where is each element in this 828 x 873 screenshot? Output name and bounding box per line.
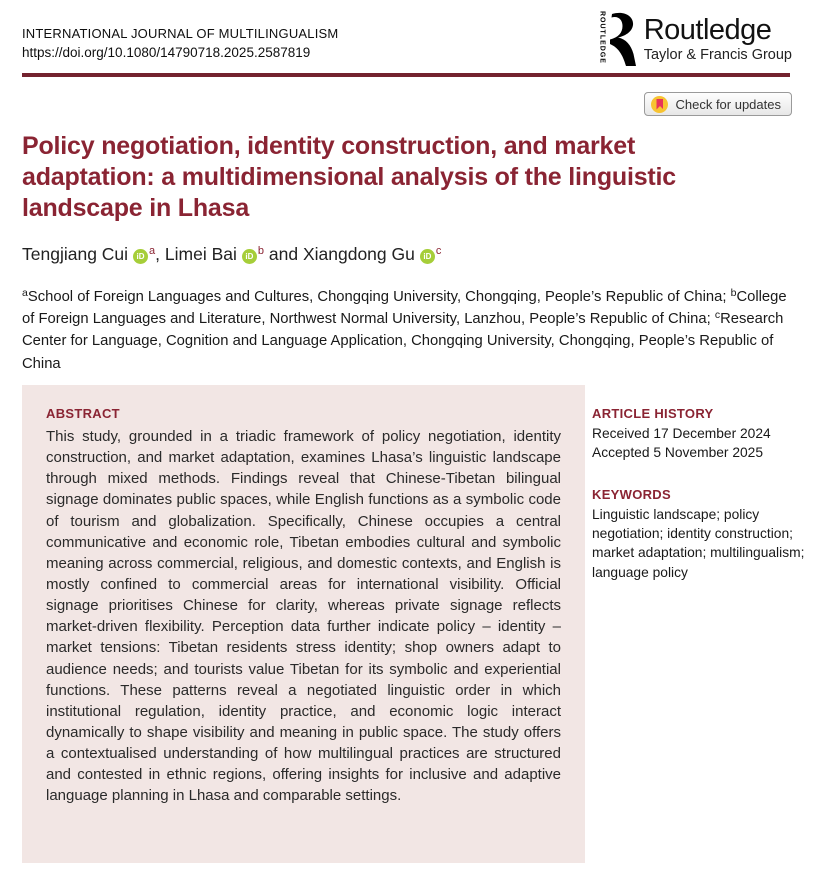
publisher-wordmark <box>644 15 792 62</box>
affiliation-sup: c <box>714 309 721 322</box>
author-name[interactable]: Limei Bai <box>164 244 237 264</box>
keywords-heading: KEYWORDS <box>592 486 671 502</box>
author-name[interactable]: Tengjiang Cui <box>22 244 129 264</box>
author-affiliation-sup: a <box>149 245 156 257</box>
article-history-heading: ARTICLE HISTORY <box>592 406 714 421</box>
routledge-r-glyph <box>607 11 637 67</box>
bookmark-icon <box>656 99 663 110</box>
masthead <box>22 26 338 60</box>
accepted-date: Accepted 5 November 2025 <box>592 445 764 461</box>
abstract-box <box>22 385 585 863</box>
affiliations <box>22 286 796 375</box>
check-for-updates-button[interactable] <box>644 92 792 116</box>
author-line <box>22 244 441 265</box>
publisher-brand: Routledge <box>643 14 772 47</box>
keywords-text: Linguistic landscape; policy negotiation; identity construction; market adaptation; multilingualism; language policy <box>592 506 805 580</box>
author-affiliation-sup: c <box>435 245 442 257</box>
orcid-icon[interactable]: iD <box>420 249 435 264</box>
orcid-icon[interactable]: iD <box>242 249 257 264</box>
publisher-logo <box>599 10 792 68</box>
affiliation-text: Research Center for Language, Cognition and Language Application, Chongqing University, Chongqing, People’s Republic of China <box>22 311 784 372</box>
publisher-group: Taylor & Francis Group <box>643 46 792 63</box>
abstract-heading: ABSTRACT <box>46 406 120 421</box>
affiliation-text: School of Foreign Languages and Cultures, Chongqing University, Chongqing, People’s Republic of China; <box>27 289 731 305</box>
affiliation-sup: a <box>22 287 28 299</box>
journal-name: INTERNATIONAL JOURNAL OF MULTILINGUALISM <box>22 26 339 41</box>
header-divider <box>22 73 790 77</box>
author-separator: and <box>264 244 303 264</box>
doi-link[interactable]: https://doi.org/10.1080/14790718.2025.2587819 <box>22 45 311 60</box>
crossmark-icon <box>651 96 668 113</box>
abstract-text: This study, grounded in a triadic framework of policy negotiation, identity construction, and market adaptation, examines Lhasa’s linguistic landscape through mixed methods. Findings reveal that Chinese-Tibetan bilingual signage dominates public spaces, while English functions as a symbolic code of tourism and globalization. Specifically, Chinese occupies a central communicative and economic role, Tibetan embodies cultural and symbolic meaning across commercial, religious, and domestic contexts, and English is mostly confined to commercial areas for international visibility. Official signage prioritises Chinese for clarity, whereas private signage reflects market-driven flexibility. Perception data further indicate policy – identity – market tensions: Tibetan residents stress identity; shop owners adapt to audience needs; and tourists value Tibetan for its symbolic and experiential functions. These patterns reveal a negotiated linguistic order in which institutional regulation, identity practice, and economic logic interact dynamically to shape visibility and meaning in public space. The study offers a contextualised understanding of how multilingual practices are structured and contested in ethnic regions, offering insights for inclusive and adaptive language planning in Lhasa and comparable settings. <box>46 428 561 805</box>
author-affiliation-sup: b <box>257 245 265 257</box>
article-history-block <box>592 406 810 463</box>
check-for-updates-label: Check for updates <box>675 96 781 112</box>
received-date: Received 17 December 2024 <box>592 426 771 441</box>
article-title: Policy negotiation, identity construction, and market adaptation: a multidimensional analysis of the linguistic landscape in Lhasa <box>22 132 676 222</box>
affiliation-text: College of Foreign Languages and Literature, Northwest Normal University, Lanzhou, People’s Republic of China; <box>22 289 787 328</box>
affiliation-sup: b <box>730 287 737 299</box>
keywords-block <box>592 487 810 582</box>
routledge-logo-icon <box>599 10 637 68</box>
orcid-icon[interactable]: iD <box>133 249 148 264</box>
author-separator: , <box>155 244 165 264</box>
routledge-vertical-text: ROUTLEDGE <box>598 11 606 64</box>
article-meta-column <box>592 406 810 582</box>
author-name[interactable]: Xiangdong Gu <box>302 244 415 264</box>
